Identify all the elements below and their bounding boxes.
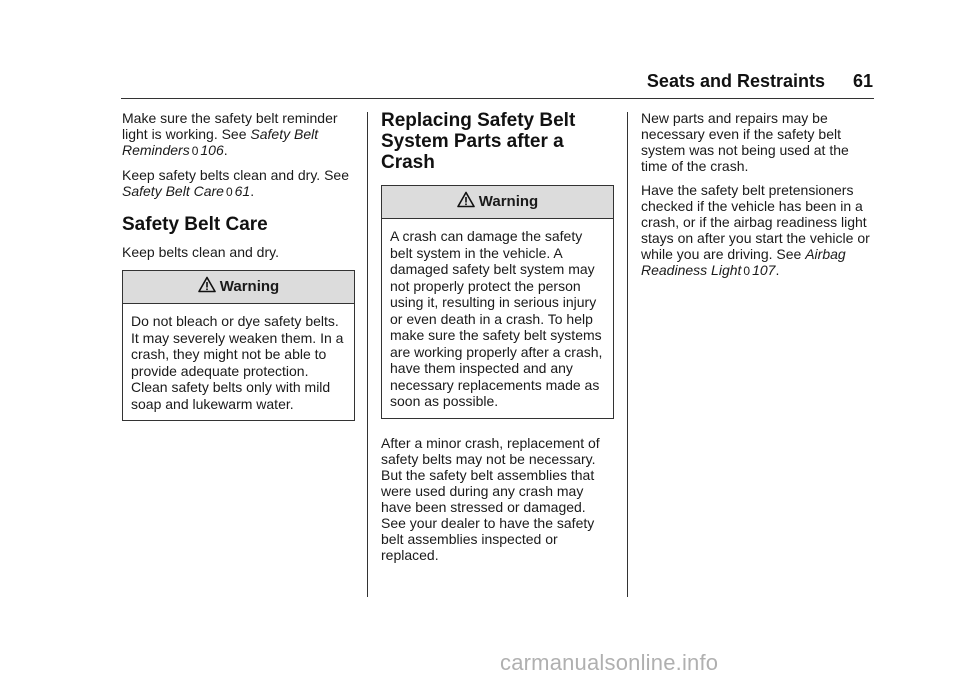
warning-title: Warning bbox=[219, 278, 280, 295]
page-ref-icon: 0 bbox=[191, 144, 199, 158]
page-ref-number[interactable]: 106 bbox=[200, 142, 224, 158]
warning-header bbox=[123, 271, 354, 304]
section-heading: Safety Belt Care bbox=[122, 214, 268, 235]
warning-body: A crash can damage the safety belt system in the vehicle. A damaged safety belt system may not properly protect the person using it, resulting in serious injury or even death in a crash. To help make sure the safety belt systems are working properly after a crash, have them inspected and any necessary replacements made as soon as possible. bbox=[390, 228, 603, 409]
paragraph: Have the safety belt pretensioners checked if the vehicle has been in a crash, or if the airbag readiness light stays on after you start the vehicle or while you are driving. See Airbag Readiness Light 0 107. bbox=[641, 182, 870, 278]
page-ref-number[interactable]: 107 bbox=[752, 262, 776, 278]
warning-body: Do not bleach or dye safety belts. It may severely weaken them. In a crash, they might not be able to provide adequate protection. Clean safety belts only with mild soap and lukewarm water. bbox=[131, 313, 344, 412]
section-heading: Replacing Safety Belt System Parts after a Crash bbox=[381, 110, 576, 173]
page-number: 61 bbox=[852, 71, 873, 91]
paragraph: New parts and repairs may be necessary even if the safety belt system was not being used at the time of the crash. bbox=[641, 110, 849, 174]
warning-title: Warning bbox=[478, 193, 539, 210]
warning-header bbox=[382, 186, 613, 219]
column-1 bbox=[122, 110, 355, 437]
paragraph: Keep belts clean and dry. bbox=[122, 244, 279, 260]
header-rule bbox=[121, 98, 874, 99]
page-ref-icon: 0 bbox=[225, 185, 233, 199]
warning-box bbox=[122, 270, 355, 421]
cross-reference-link[interactable]: Safety Belt Care bbox=[122, 183, 224, 199]
page-ref-number[interactable]: 61 bbox=[234, 183, 251, 199]
paragraph: Make sure the safety belt reminder light is working. See Safety Belt Reminders 0 106. bbox=[122, 110, 338, 158]
warning-box bbox=[381, 185, 614, 419]
paragraph: Keep safety belts clean and dry. See Safety Belt Care 0 61. bbox=[122, 167, 349, 199]
watermark: carmanualsonline.info bbox=[500, 650, 719, 675]
section-title: Seats and Restraints bbox=[646, 71, 825, 91]
page-ref-icon: 0 bbox=[743, 264, 751, 278]
paragraph: After a minor crash, replacement of safety belts may not be necessary. But the safety belt assemblies that were used during any crash may have been stressed or damaged. See your dealer to have the safety belt assemblies inspected or replaced. bbox=[381, 434, 600, 563]
cross-reference-link[interactable]: Safety Belt Reminders bbox=[122, 126, 319, 158]
warning-triangle-icon bbox=[198, 276, 216, 293]
column-2 bbox=[381, 110, 614, 571]
column-divider bbox=[627, 112, 628, 597]
warning-triangle-icon bbox=[457, 191, 475, 208]
column-3 bbox=[641, 110, 875, 287]
cross-reference-link[interactable]: Airbag Readiness Light bbox=[641, 246, 846, 278]
column-divider bbox=[367, 112, 368, 597]
